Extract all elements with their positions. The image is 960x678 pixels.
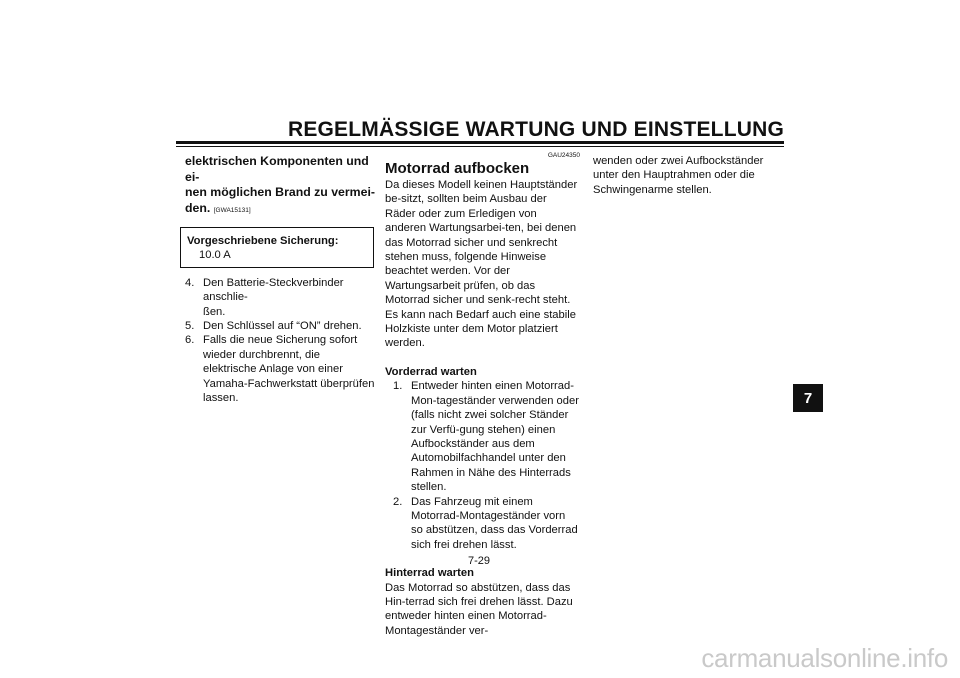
- list-item: [185, 319, 375, 333]
- rear-wheel-text: Das Motorrad so abstützen, dass das Hin-terrad sich frei drehen lässt. Dazu entweder hinten einen Motorrad-Montageständer ver-: [385, 581, 573, 637]
- rear-wheel-heading: Hinterrad warten: [385, 567, 474, 580]
- spec-value: 10.0 A: [199, 249, 231, 262]
- list-item: [185, 276, 375, 319]
- watermark: carmanualsonline.info: [701, 643, 948, 673]
- list-item: [393, 495, 580, 553]
- step-number: 1.: [393, 380, 403, 393]
- page-title: REGELMÄSSIGE WARTUNG UND EINSTELLUNG: [287, 118, 784, 141]
- chapter-tab: 7: [793, 384, 823, 412]
- section-code: GAU24350: [547, 152, 580, 159]
- section-title: Motorrad aufbocken: [385, 160, 530, 177]
- header-rule-thick: [176, 141, 784, 144]
- page-number: 7-29: [468, 555, 491, 567]
- continuation-text: wenden oder zwei Aufbockständer unter den Hauptrahmen oder die Schwingenarme stellen.: [593, 155, 764, 196]
- column-left: [185, 154, 375, 405]
- step-number: 4.: [185, 276, 195, 289]
- warning-code: [GWA15131]: [213, 206, 251, 214]
- column-right: [593, 154, 789, 197]
- step-text: Entweder hinten einen Motorrad-Mon-tageständer verwenden oder (falls nicht zwei solcher Ständer zur Verfü-gung stehen) einen Aufbockständer aus dem Automobilfachhandel unter den Rahmen in Nähe des Hinterrads stellen.: [411, 380, 579, 494]
- intro-paragraph: Da dieses Modell keinen Hauptständer be-sitzt, sollten beim Ausbau der Räder oder zum Erledigen von anderen Wartungsarbei-ten, bei denen das Motorrad sicher und senkrecht stehen muss, folgende Hinweise beachtet werden. Vor der Wartungsarbeit prüfen, ob das Motorrad sicher und senk-recht steht. Es kann nach Bedarf auch eine stabile Holzkiste unter dem Motor platziert werden.: [385, 179, 578, 350]
- step-number: 5.: [185, 320, 195, 333]
- header-rule-thin: [176, 146, 784, 147]
- step-text: Den Schlüssel auf “ON” drehen.: [203, 320, 362, 333]
- step-number: 2.: [393, 495, 403, 508]
- front-wheel-heading: Vorderrad warten: [385, 365, 477, 378]
- procedure-steps: [185, 276, 375, 406]
- front-wheel-steps: [385, 379, 580, 552]
- warning-line: nen möglichen Brand zu vermei-: [185, 185, 375, 199]
- spec-label: Vorgeschriebene Sicherung:: [187, 235, 339, 247]
- warning-line: den.: [185, 200, 211, 215]
- list-item: [393, 379, 580, 494]
- step-text: Den Batterie-Steckverbinder anschlie- ßen.: [203, 276, 344, 318]
- warning-continuation: [185, 154, 375, 218]
- list-item: [185, 333, 375, 405]
- step-text: Das Fahrzeug mit einem Motorrad-Montageständer vorn so abstützen, dass das Vorderrad sich frei drehen lässt.: [411, 495, 578, 551]
- step-text: Falls die neue Sicherung sofort wieder durchbrennt, die elektrische Anlage von einer Yamaha-Fachwerkstatt überprüfen lassen.: [203, 334, 375, 405]
- step-number: 6.: [185, 334, 195, 347]
- warning-line: elektrischen Komponenten und ei-: [185, 154, 369, 184]
- fuse-spec-box: [180, 227, 374, 268]
